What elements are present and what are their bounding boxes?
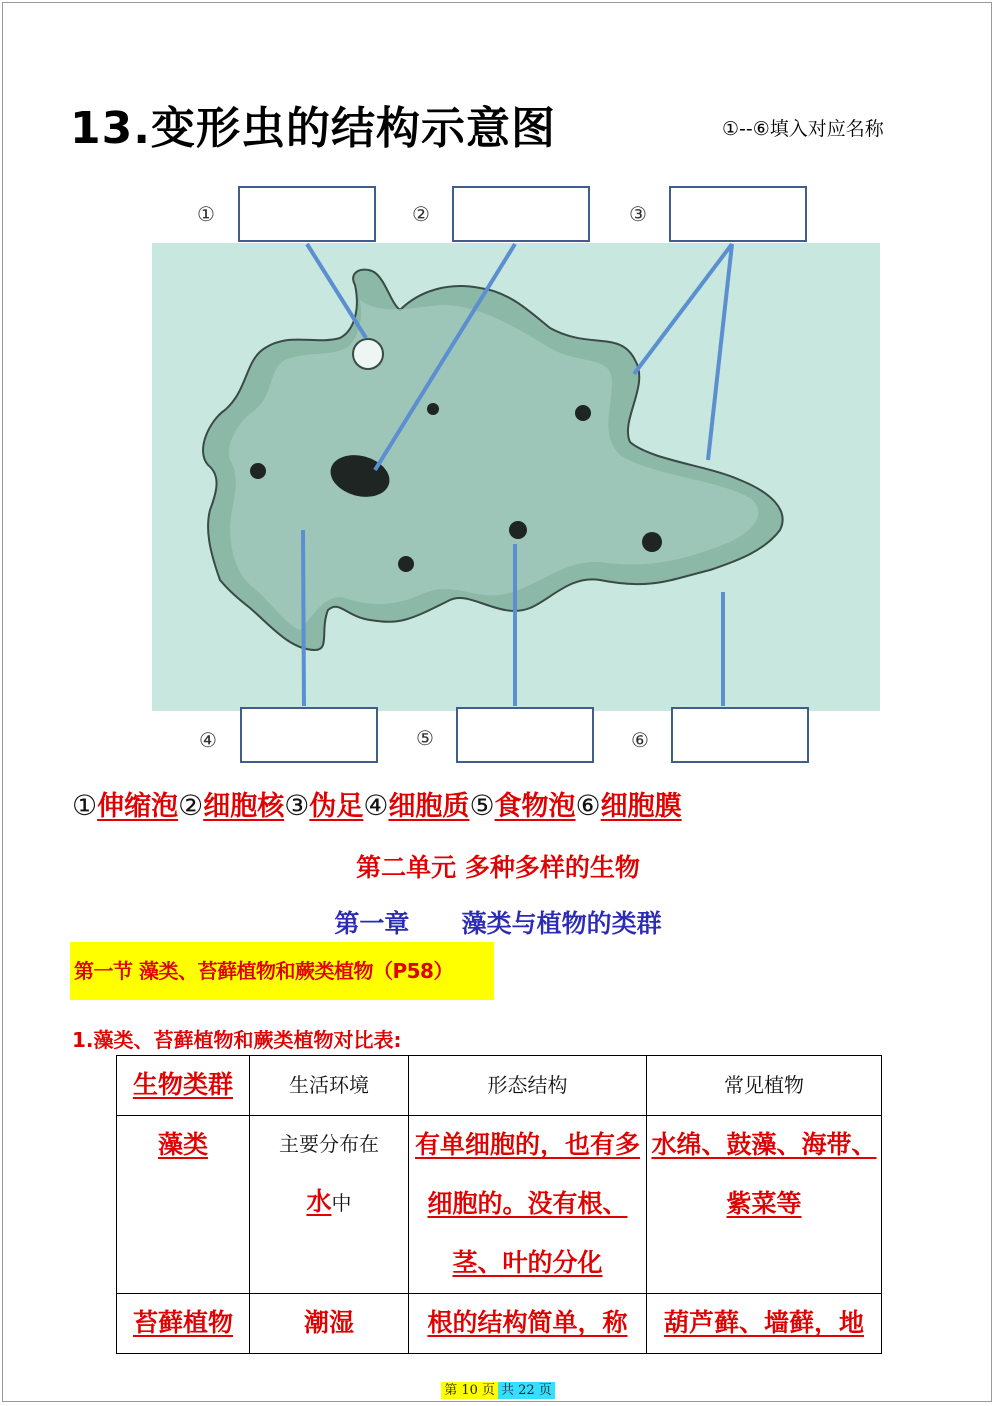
page-total: 共 22 页 <box>498 1382 555 1399</box>
group-name: 藻类 <box>157 1130 208 1159</box>
structure-answer: 有单细胞的，也有多细胞的。没有根、茎、叶的分化 <box>414 1130 640 1277</box>
label-box-2[interactable] <box>452 186 590 242</box>
page-footer <box>0 1379 996 1398</box>
food-vacuole <box>398 556 414 572</box>
fill-in-hint: ①--⑥填入对应名称 <box>722 118 884 140</box>
table-cell <box>409 1116 647 1294</box>
page-number: 第 10 页 <box>441 1382 498 1399</box>
table-header-row <box>117 1056 882 1116</box>
answer-key <box>72 784 682 823</box>
chapter-heading: 第一章 藻类与植物的类群 <box>334 909 662 938</box>
label-number-1: ① <box>197 202 215 226</box>
header-cell <box>117 1056 250 1116</box>
table-row <box>117 1294 882 1354</box>
env-answer: 水 <box>306 1187 332 1216</box>
amoeba-illustration <box>150 180 890 780</box>
food-vacuole <box>250 463 266 479</box>
food-vacuole <box>575 405 591 421</box>
plants-answer: 葫芦藓、墙藓，地 <box>663 1308 864 1337</box>
env-suffix: 中 <box>331 1191 352 1215</box>
answer-number: ③ <box>284 789 310 822</box>
table-cell <box>117 1116 250 1294</box>
table-cell <box>647 1294 882 1354</box>
label-number-2: ② <box>412 202 430 226</box>
answer-number: ⑥ <box>575 789 601 822</box>
food-vacuole <box>642 532 662 552</box>
structure-answer: 根的结构简单，称 <box>427 1308 628 1337</box>
answer-text: 细胞核 <box>203 791 285 822</box>
section-heading: 第一节 藻类、苔藓植物和蕨类植物（P58） <box>70 942 494 1000</box>
label-box-6[interactable] <box>671 707 809 763</box>
table-row <box>117 1116 882 1294</box>
answer-text: 伪足 <box>309 791 364 822</box>
header-cell: 形态结构 <box>409 1056 647 1116</box>
table-cell <box>250 1116 409 1294</box>
leader-line-4 <box>303 530 304 706</box>
comparison-table <box>116 1055 882 1354</box>
answer-number: ⑤ <box>469 789 495 822</box>
answer-text: 细胞膜 <box>600 791 682 822</box>
answer-number: ① <box>72 789 98 822</box>
unit-heading: 第二单元 多种多样的生物 <box>356 853 640 882</box>
answer-number: ④ <box>363 789 389 822</box>
env-prefix: 主要分布在 <box>279 1132 379 1156</box>
group-name: 苔藓植物 <box>132 1308 233 1337</box>
answer-text: 食物泡 <box>494 791 576 822</box>
label-box-1[interactable] <box>238 186 376 242</box>
contractile-vacuole <box>353 339 383 369</box>
table-cell <box>409 1294 647 1354</box>
label-number-5: ⑤ <box>416 726 434 750</box>
table-cell <box>117 1294 250 1354</box>
answer-number: ② <box>178 789 204 822</box>
label-number-4: ④ <box>199 728 217 752</box>
label-box-3[interactable] <box>669 186 807 242</box>
label-number-3: ③ <box>629 202 647 226</box>
header-cell: 常见植物 <box>647 1056 882 1116</box>
env-answer: 潮湿 <box>303 1308 354 1337</box>
header-cell: 生活环境 <box>250 1056 409 1116</box>
food-vacuole <box>509 521 527 539</box>
answer-text: 伸缩泡 <box>97 791 179 822</box>
answer-text: 细胞质 <box>388 791 470 822</box>
table-cell <box>250 1294 409 1354</box>
table-title: 1.藻类、苔藓植物和蕨类植物对比表: <box>72 1028 402 1052</box>
table-cell <box>647 1116 882 1294</box>
food-vacuole <box>427 403 439 415</box>
plants-answer: 水绵、鼓藻、海带、紫菜等 <box>651 1130 877 1218</box>
label-box-5[interactable] <box>456 707 594 763</box>
page-title: 13.变形虫的结构示意图 <box>70 103 556 154</box>
header-group: 生物类群 <box>132 1070 233 1099</box>
label-number-6: ⑥ <box>631 728 649 752</box>
label-box-4[interactable] <box>240 707 378 763</box>
amoeba-diagram <box>150 180 890 780</box>
